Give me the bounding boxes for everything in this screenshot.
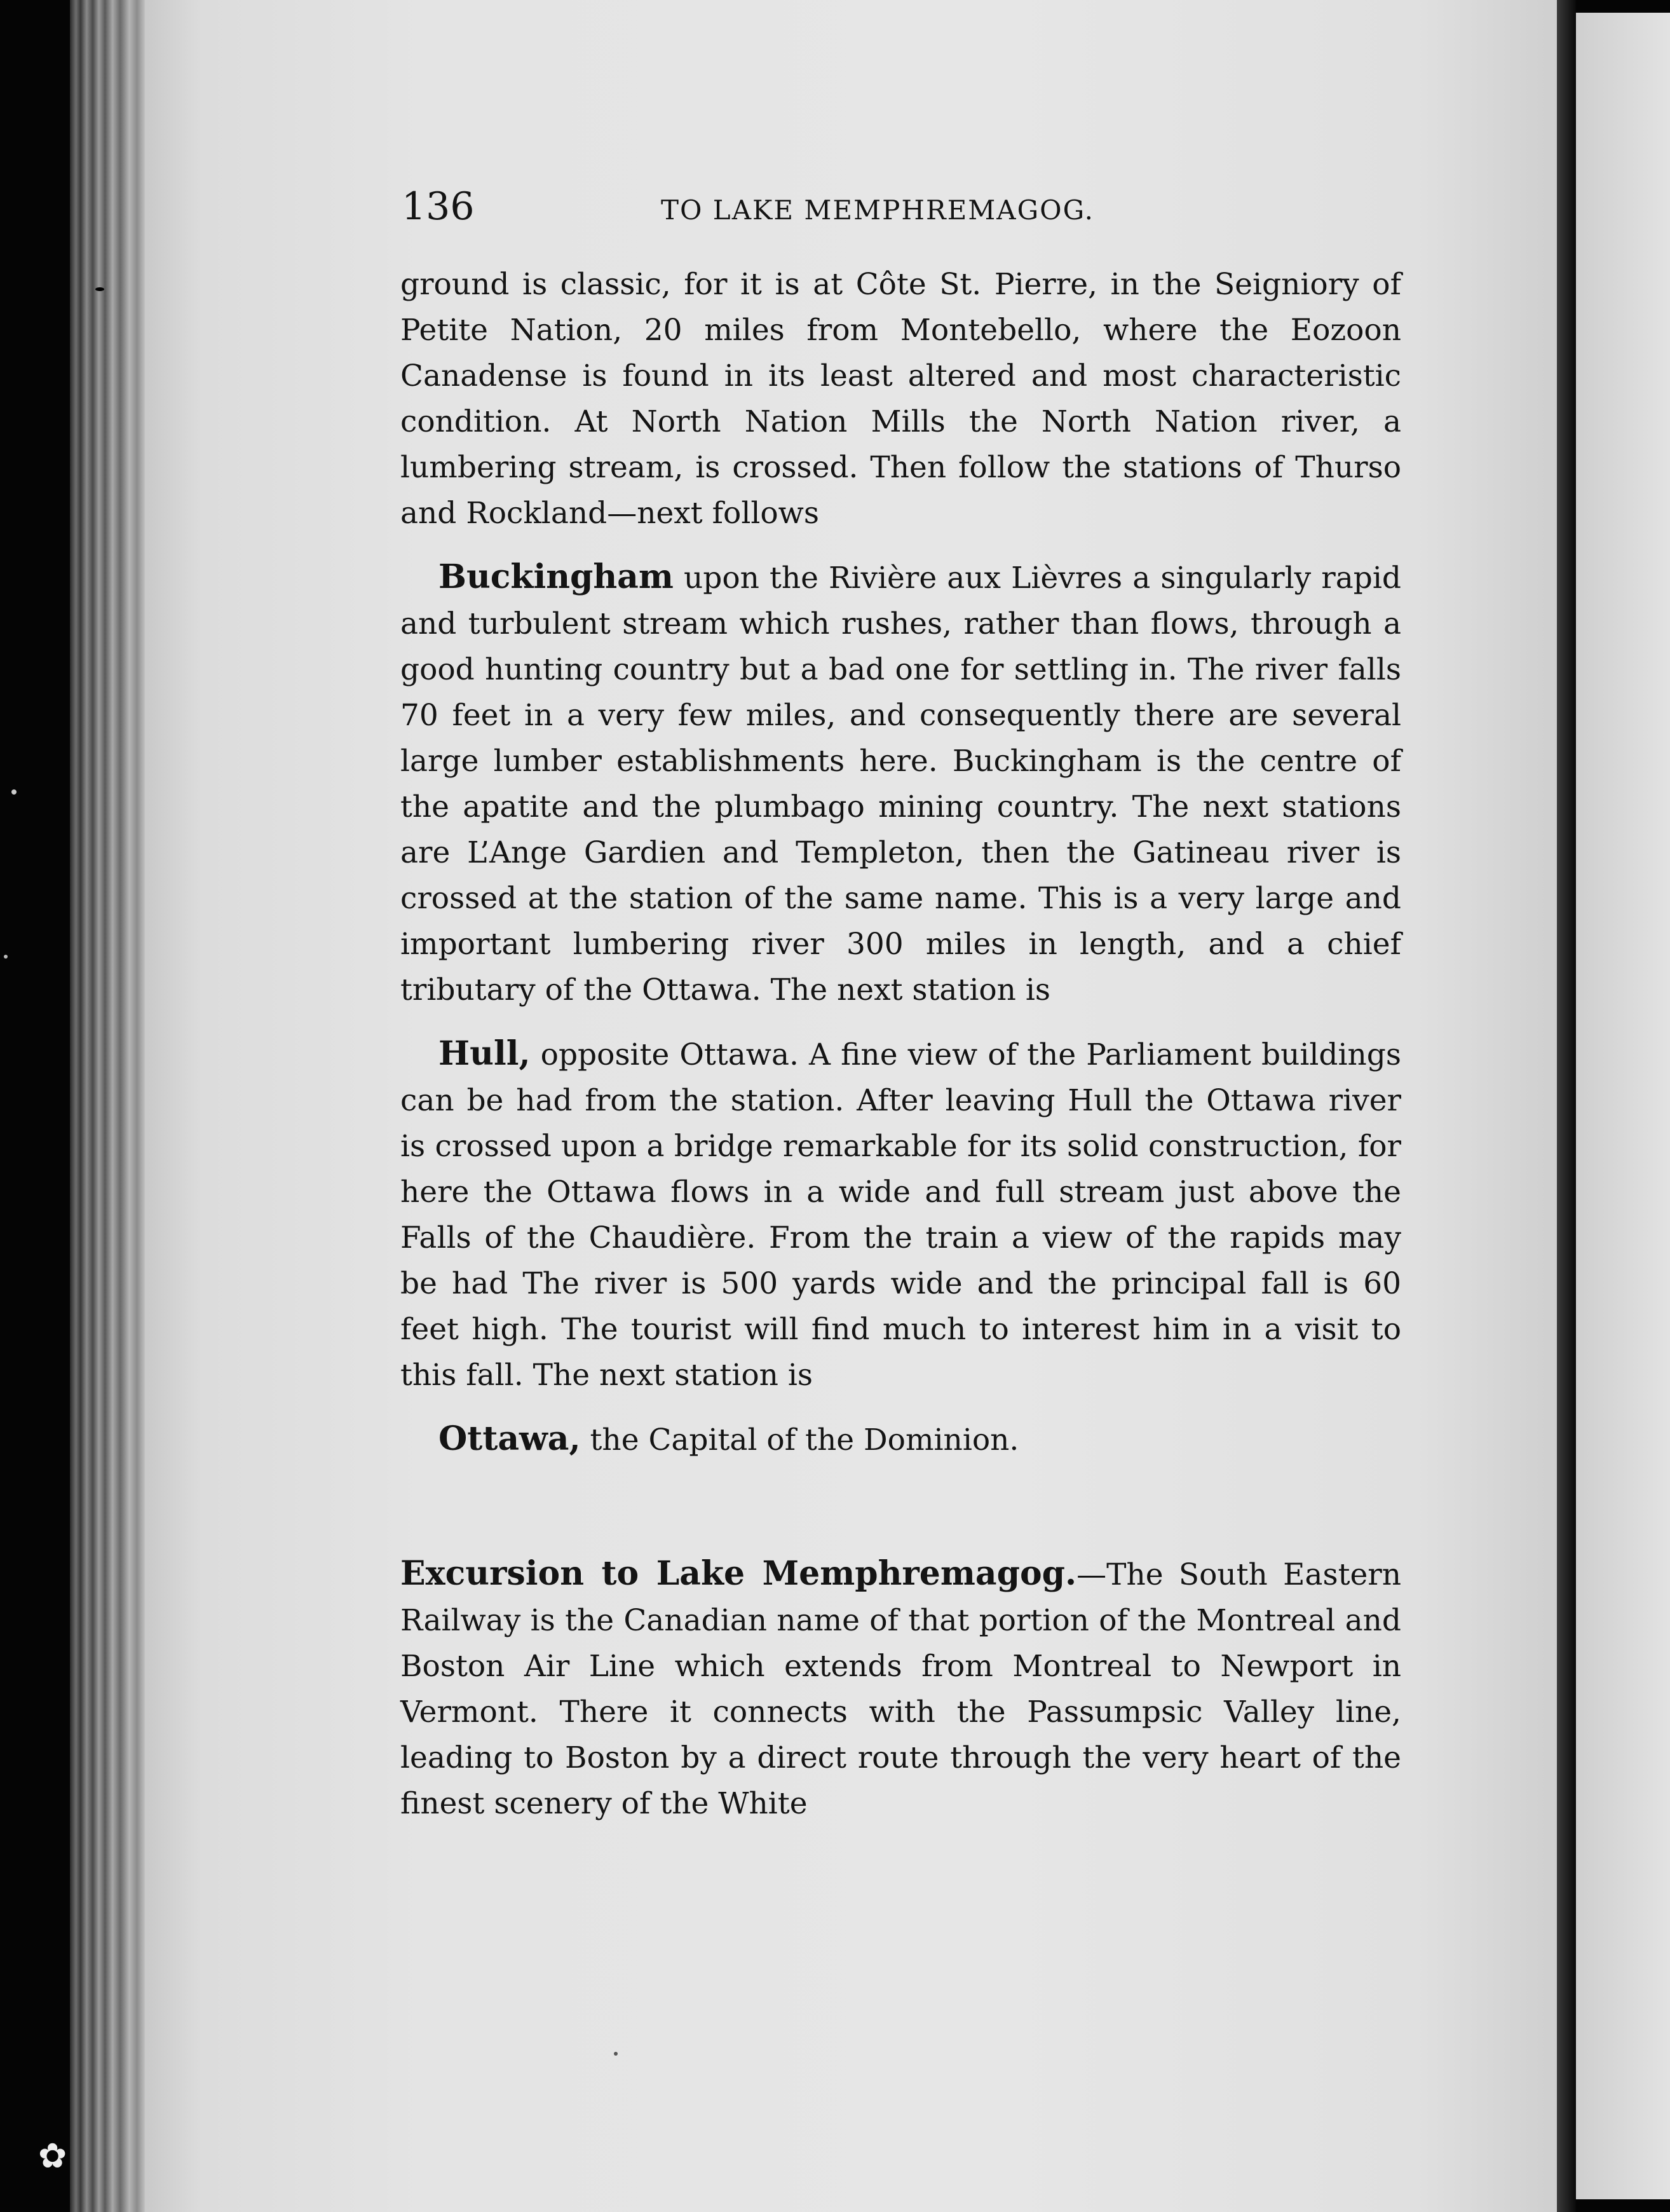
scan-speck [95, 287, 104, 291]
run-in-heading: Ottawa, [438, 1419, 581, 1458]
paragraph-continuation [400, 262, 1401, 536]
paragraph-ottawa [400, 1416, 1401, 1463]
paragraph-text: the Capital of the Dominion. [580, 1423, 1019, 1458]
paragraph-buckingham [400, 554, 1401, 1013]
page-number: 136 [402, 184, 475, 229]
scan-speck [11, 789, 17, 795]
paragraph-excursion [400, 1551, 1401, 1827]
paragraph-text: opposite Ottawa. A fine view of the Parliament buildings can be had from the station. After leaving Hull the Ottawa river is crossed upon a bridge remarkable for its solid construction, for here the Ottawa flows in a wide and full stream just above the Falls of the Chaudière. From the train a view of the rapids may be had The river is 500 yards wide and the principal fall is 60 feet high. The tourist will find much to interest him in a visit to this fall. The next station is [400, 1037, 1401, 1393]
paragraph-text: —The South Eastern Railway is the Canadian name of that portion of the Montreal and Boston Air Line which extends from Montreal to Newport in Vermont. There it connects with the Passumpsic Valley line, leading to Boston by a direct route through the very heart of the finest scenery of the White [400, 1557, 1402, 1821]
run-in-heading: Buckingham [438, 557, 674, 596]
facing-page-sliver [1576, 13, 1670, 2199]
book-page-edges [70, 0, 146, 2212]
scan-blot-icon: ✿ [38, 2136, 67, 2176]
paragraph-hull [400, 1031, 1401, 1398]
paragraph-text: ground is classic, for it is at Côte St. Pierre, in the Seigniory of Petite Nation, 20 miles from Montebello, where the Eozoon Canadense is found in its least altered and most characteristic condition. At North Nation Mills the North Nation river, a lumbering stream, is crossed. Then follow the stations of Thurso and Rockland—next follows [400, 267, 1401, 531]
body-text [400, 262, 1401, 1827]
paragraph-text: upon the Rivière aux Lièvres a singularly rapid and turbulent stream which rushes, rather than flows, through a good hunting country but a bad one for settling in. The river falls 70 feet in a very few miles, and consequently there are several large lumber establishments here. Buckingham is the centre of the apatite and the plumbago mining country. The next stations are L’Ange Gardien and Templeton, then the Gatineau river is crossed at the station of the same name. This is a very large and important lumbering river 300 miles in length, and a chief tributary of the Ottawa. The next station is [400, 561, 1401, 1007]
scan-speck [4, 955, 8, 959]
run-in-heading: Hull, [438, 1034, 531, 1073]
running-head: TO LAKE MEMPHREMAGOG. [661, 195, 1094, 226]
page-header [402, 184, 1393, 242]
section-gap [400, 1463, 1401, 1533]
run-in-heading: Excursion to Lake Memphremagog. [400, 1554, 1077, 1593]
book-gutter [1557, 0, 1576, 2212]
scan-speck [614, 2052, 618, 2056]
